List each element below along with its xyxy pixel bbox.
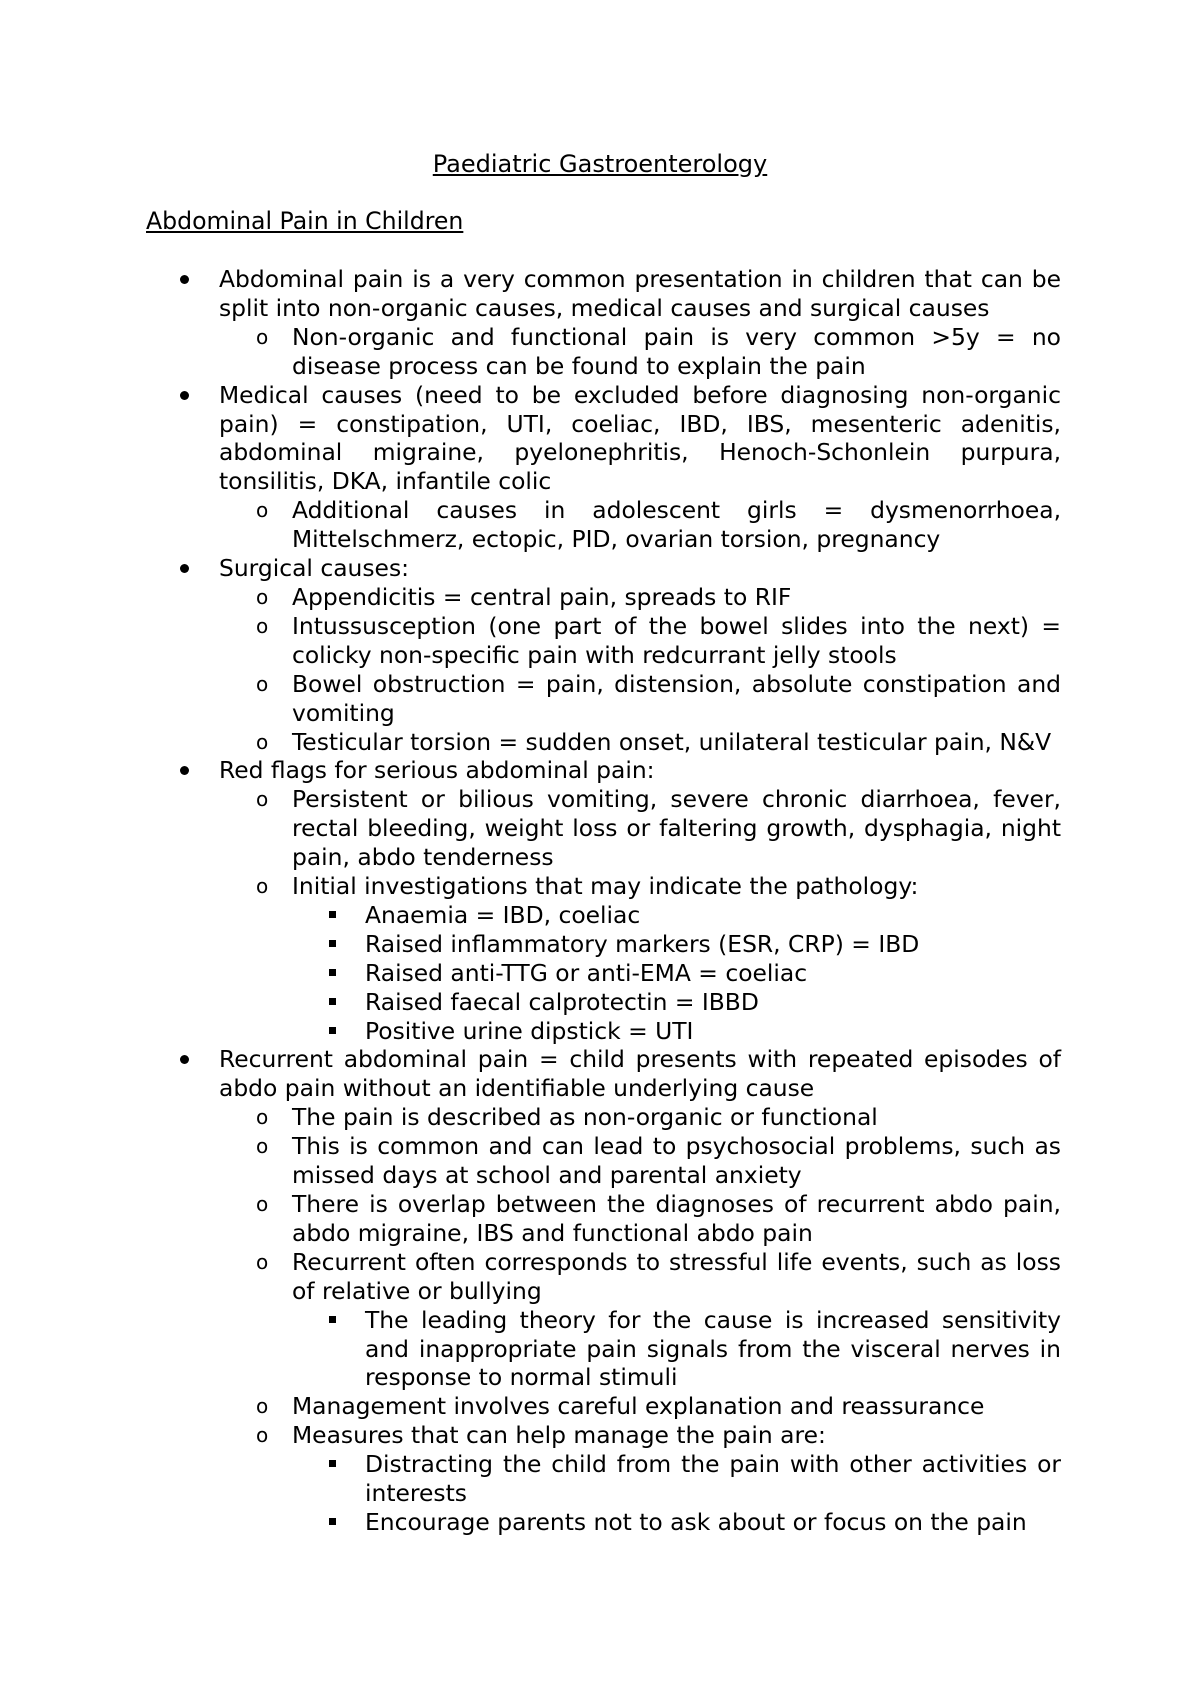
list-item-level-3 bbox=[365, 1017, 1061, 1046]
bullet-circle-icon: o bbox=[256, 671, 269, 696]
bullet-circle-icon: o bbox=[256, 324, 269, 349]
list-item-text: Management involves careful explanation and reassurance bbox=[292, 1392, 985, 1421]
list-item-level-2 bbox=[256, 1103, 1061, 1132]
list-item-level-3 bbox=[365, 901, 1061, 930]
list-item-level-2 bbox=[256, 1392, 1061, 1421]
list-item-level-3 bbox=[365, 988, 1061, 1017]
list-item-level-3 bbox=[365, 1450, 1061, 1508]
list-item-level-2 bbox=[256, 669, 1061, 728]
list-item-level-2 bbox=[256, 1421, 1061, 1450]
list-item-text: Raised faecal calprotectin = IBBD bbox=[365, 987, 759, 1016]
list-item-text: Intussusception (one part of the bowel slides into the next) = colicky non-specific pain with redcurrant jelly stools bbox=[292, 611, 1061, 669]
list-item-level-3 bbox=[365, 930, 1061, 959]
bullet-list bbox=[0, 265, 1200, 1537]
list-item-text: Red flags for serious abdominal pain: bbox=[219, 756, 655, 785]
list-item-level-2 bbox=[256, 582, 1061, 612]
bullet-circle-icon: o bbox=[256, 1105, 269, 1130]
list-item-text: Recurrent abdominal pain = child presents with repeated episodes of abdo pain without an identifiable underlying cause bbox=[219, 1045, 1061, 1103]
list-item-text: Encourage parents not to ask about or focus on the pain bbox=[365, 1507, 1027, 1536]
list-item-level-3 bbox=[365, 959, 1061, 988]
list-item-level-1 bbox=[219, 756, 1061, 785]
bullet-circle-icon: o bbox=[256, 613, 269, 638]
list-item-text: Abdominal pain is a very common presentation in children that can be split into non-organic causes, medical causes and surgical causes bbox=[219, 265, 1061, 322]
list-item-text: Bowel obstruction = pain, distension, absolute constipation and vomiting bbox=[292, 669, 1061, 727]
bullet-circle-icon: o bbox=[256, 1192, 269, 1216]
list-item-text: Surgical causes: bbox=[219, 554, 410, 583]
list-item-text: This is common and can lead to psychosocial problems, such as missed days at school and parental anxiety bbox=[292, 1132, 1061, 1190]
list-item-text: Distracting the child from the pain with other activities or interests bbox=[365, 1450, 1061, 1508]
list-item-text: Testicular torsion = sudden onset, unilateral testicular pain, N&V bbox=[292, 727, 1052, 756]
list-item-level-2 bbox=[256, 496, 1061, 554]
list-item-level-2 bbox=[256, 611, 1061, 670]
list-item-text: Raised inflammatory markers (ESR, CRP) = IBD bbox=[365, 929, 920, 958]
bullet-circle-icon: o bbox=[256, 584, 269, 609]
list-item-text: The leading theory for the cause is increased sensitivity and inappropriate pain signals from the visceral nerves in response to normal stimuli bbox=[365, 1305, 1061, 1392]
list-item-level-2 bbox=[256, 322, 1061, 381]
page-title: Paediatric Gastroenterology bbox=[432, 150, 768, 178]
list-item-text: Measures that can help manage the pain are: bbox=[292, 1421, 826, 1450]
list-item-text: Appendicitis = central pain, spreads to RIF bbox=[292, 582, 792, 611]
list-item-text: Additional causes in adolescent girls = dysmenorrhoea, Mittelschmerz, ectopic, PID, ovarian torsion, pregnancy bbox=[292, 496, 1061, 554]
list-item-text: Medical causes (need to be excluded before diagnosing non-organic pain) = constipation, UTI, coeliac, IBD, IBS, mesenteric adenitis, abdominal migraine, pyelonephritis, Henoch-Schonlein purpura, tonsilitis, DKA, infantile colic bbox=[219, 380, 1061, 496]
bullet-circle-icon: o bbox=[256, 1394, 269, 1419]
list-item-text: Recurrent often corresponds to stressful life events, such as loss of relative or bullying bbox=[292, 1247, 1061, 1305]
bullet-circle-icon: o bbox=[256, 729, 269, 754]
list-item-level-2 bbox=[256, 785, 1061, 872]
list-item-level-2 bbox=[256, 872, 1061, 901]
list-item-text: Persistent or bilious vomiting, severe chronic diarrhoea, fever, rectal bleeding, weight loss or faltering growth, dysphagia, night pain, abdo tenderness bbox=[292, 785, 1061, 872]
bullet-circle-icon: o bbox=[256, 874, 269, 899]
list-item-text: Non-organic and functional pain is very common >5y = no disease process can be found to explain the pain bbox=[292, 322, 1061, 380]
bullet-circle-icon: o bbox=[256, 1249, 269, 1274]
list-item-level-3 bbox=[365, 1306, 1061, 1393]
bullet-circle-icon: o bbox=[256, 498, 269, 523]
bullet-circle-icon: o bbox=[256, 787, 269, 812]
section-heading: Abdominal Pain in Children bbox=[146, 207, 464, 235]
list-item-level-1 bbox=[219, 265, 1061, 323]
list-item-level-1 bbox=[219, 381, 1061, 497]
list-item-text: Raised anti-TTG or anti-EMA = coeliac bbox=[365, 958, 808, 987]
list-item-text: Initial investigations that may indicate the pathology: bbox=[292, 872, 919, 901]
list-item-level-2 bbox=[256, 1190, 1061, 1248]
list-item-level-1 bbox=[219, 1045, 1061, 1103]
list-item-text: Anaemia = IBD, coeliac bbox=[365, 900, 641, 929]
list-item-text: There is overlap between the diagnoses of recurrent abdo pain, abdo migraine, IBS and functional abdo pain bbox=[292, 1190, 1061, 1247]
bullet-circle-icon: o bbox=[256, 1134, 269, 1159]
list-item-level-2 bbox=[256, 1247, 1061, 1306]
list-item-level-3 bbox=[365, 1508, 1061, 1537]
list-item-level-2 bbox=[256, 727, 1061, 757]
list-item-level-2 bbox=[256, 1132, 1061, 1190]
list-item-level-1 bbox=[219, 554, 1061, 583]
list-item-text: Positive urine dipstick = UTI bbox=[365, 1016, 694, 1045]
list-item-text: The pain is described as non-organic or functional bbox=[292, 1103, 878, 1132]
bullet-circle-icon: o bbox=[256, 1423, 269, 1448]
